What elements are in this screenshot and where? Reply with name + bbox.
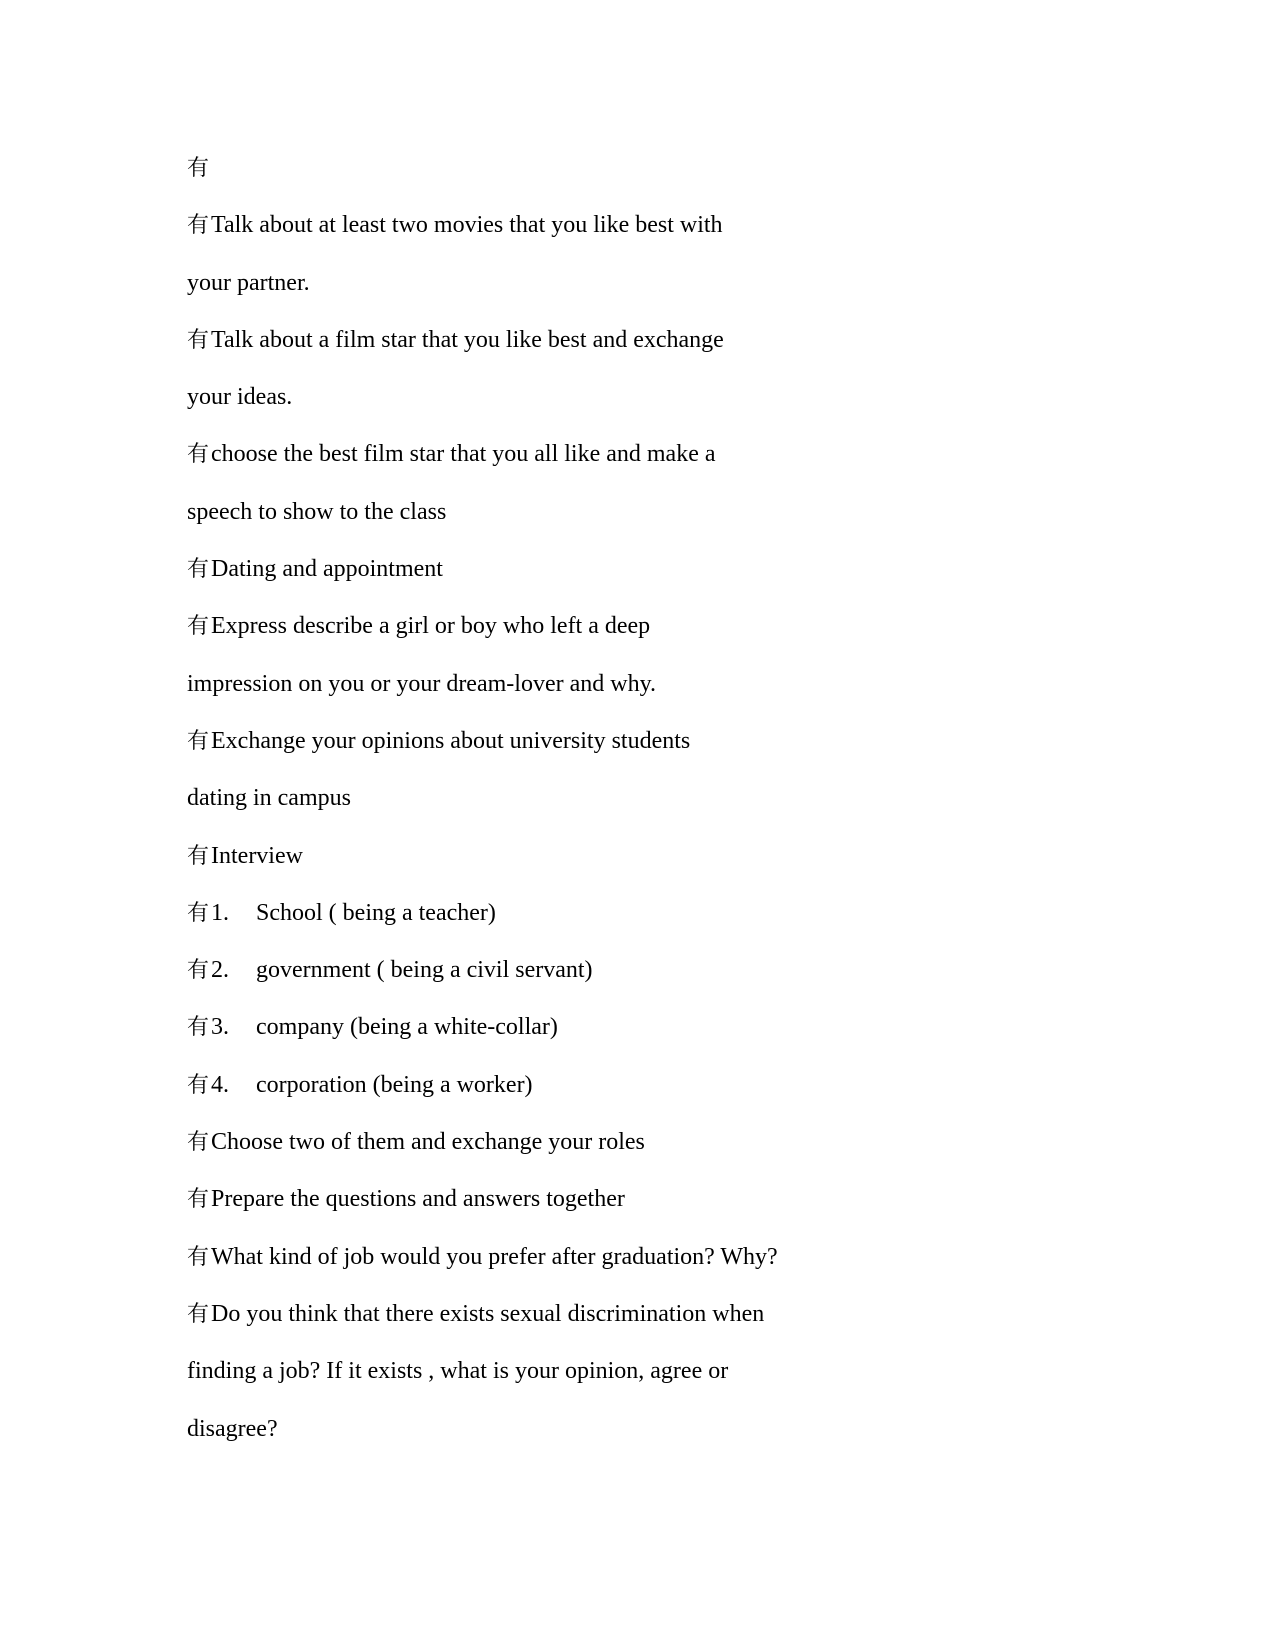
- line-text: your ideas.: [187, 384, 293, 411]
- bullet-glyph: 有: [187, 843, 210, 869]
- line-text: speech to show to the class: [187, 498, 447, 525]
- line-text: dating in campus: [187, 785, 351, 812]
- item-number: 2.: [211, 957, 229, 984]
- line-text: Interview: [211, 842, 303, 869]
- item-number: 1.: [211, 899, 229, 926]
- continuation-line: [187, 1401, 1087, 1458]
- line-text: What kind of job would you prefer after graduation? Why?: [211, 1243, 778, 1270]
- bullet-line: [187, 541, 1087, 598]
- line-text: Talk about at least two movies that you like best with: [211, 212, 723, 239]
- numbered-line: [187, 999, 1087, 1056]
- line-text: corporation (being a worker): [256, 1071, 533, 1098]
- bullet-glyph: 有: [187, 327, 210, 353]
- continuation-line: [187, 656, 1087, 713]
- continuation-line: [187, 1343, 1087, 1400]
- bullet-glyph: 有: [187, 1130, 210, 1156]
- continuation-line: [187, 369, 1087, 426]
- line-text: Express describe a girl or boy who left a deep: [211, 613, 651, 640]
- bullet-glyph: 有: [187, 213, 210, 239]
- bullet-glyph: 有: [187, 1072, 210, 1098]
- line-text: your partner.: [187, 269, 310, 296]
- line-text: Prepare the questions and answers together: [211, 1186, 625, 1213]
- bullet-glyph: 有: [187, 1301, 210, 1327]
- bullet-glyph: 有: [187, 1187, 210, 1213]
- bullet-line: [187, 1114, 1087, 1171]
- line-text: Talk about a film star that you like best and exchange: [211, 326, 724, 353]
- bullet-line: [187, 1286, 1087, 1343]
- bullet-glyph: 有: [187, 1244, 210, 1270]
- numbered-line: [187, 942, 1087, 999]
- bullet-line: [187, 598, 1087, 655]
- bullet-glyph: 有: [187, 1015, 210, 1041]
- line-text: disagree?: [187, 1415, 278, 1442]
- bullet-line: [187, 1171, 1087, 1228]
- bullet-line: [187, 1229, 1087, 1286]
- item-number: 3.: [211, 1014, 229, 1041]
- numbered-line: [187, 885, 1087, 942]
- line-text: choose the best film star that you all like and make a: [211, 441, 716, 468]
- numbered-line: [187, 1057, 1087, 1114]
- line-text: Choose two of them and exchange your roles: [211, 1129, 645, 1156]
- continuation-line: [187, 484, 1087, 541]
- line-text: Dating and appointment: [211, 556, 443, 583]
- bullet-line: [187, 426, 1087, 483]
- bullet-glyph: 有: [187, 156, 210, 181]
- bullet-line: [187, 140, 1087, 197]
- line-text: government ( being a civil servant): [256, 957, 593, 984]
- bullet-line: [187, 713, 1087, 770]
- bullet-glyph: 有: [187, 958, 210, 984]
- bullet-glyph: 有: [187, 442, 210, 468]
- line-text: company (being a white-collar): [256, 1014, 558, 1041]
- continuation-line: [187, 255, 1087, 312]
- bullet-line: [187, 312, 1087, 369]
- bullet-glyph: 有: [187, 900, 210, 926]
- line-text: Do you think that there exists sexual discrimination when: [211, 1300, 765, 1327]
- bullet-line: [187, 197, 1087, 254]
- bullet-glyph: 有: [187, 728, 210, 754]
- bullet-glyph: 有: [187, 557, 210, 583]
- line-text: finding a job? If it exists , what is your opinion, agree or: [187, 1358, 729, 1385]
- line-text: School ( being a teacher): [256, 899, 496, 926]
- line-text: Exchange your opinions about university students: [211, 727, 691, 754]
- line-text: impression on you or your dream-lover and why.: [187, 670, 657, 697]
- bullet-line: [187, 828, 1087, 885]
- item-number: 4.: [211, 1071, 229, 1098]
- continuation-line: [187, 770, 1087, 827]
- bullet-glyph: 有: [187, 614, 210, 640]
- document-page: [187, 140, 1087, 1458]
